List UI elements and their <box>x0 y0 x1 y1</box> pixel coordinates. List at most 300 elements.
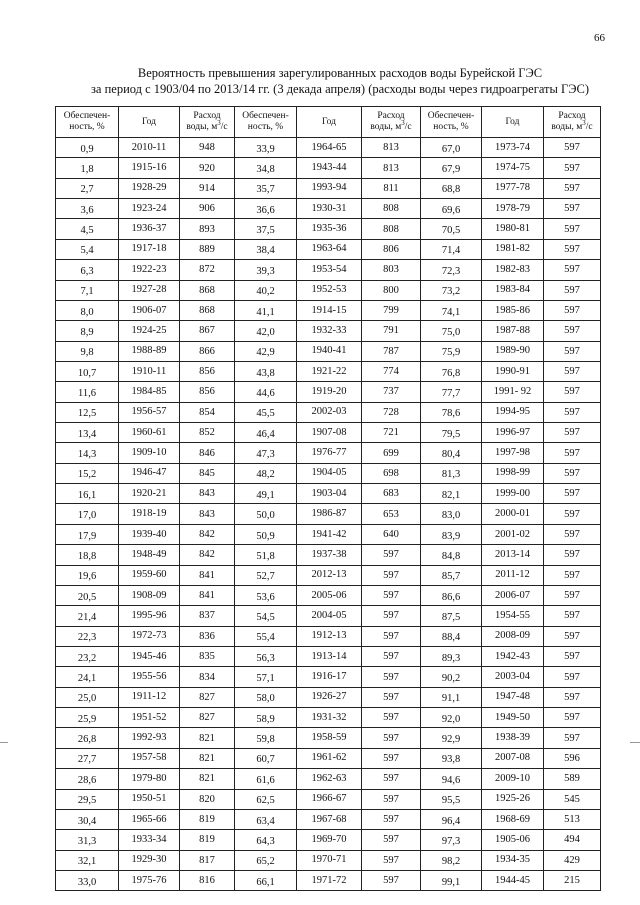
flow-cell: 836 <box>180 626 235 646</box>
flow-cell: 817 <box>180 850 235 870</box>
year-cell: 2007-08 <box>482 748 544 768</box>
year-cell: 1966-67 <box>297 789 362 809</box>
probability-cell: 42,0 <box>235 321 297 341</box>
probability-cell: 67,0 <box>421 138 482 158</box>
flow-cell: 597 <box>544 667 601 687</box>
flow-cell: 597 <box>544 402 601 422</box>
flow-probability-table <box>55 106 601 891</box>
probability-cell: 80,4 <box>421 443 482 463</box>
year-cell: 1947-48 <box>482 687 544 707</box>
year-cell: 1989-90 <box>482 341 544 361</box>
header-probability: Обеспечен- ность, % <box>235 107 297 138</box>
flow-cell: 842 <box>180 545 235 565</box>
flow-cell: 597 <box>544 585 601 605</box>
year-cell: 2009-10 <box>482 769 544 789</box>
year-cell: 1924-25 <box>119 321 180 341</box>
page-margin-mark <box>630 742 640 743</box>
flow-cell: 597 <box>544 300 601 320</box>
header-year: Год <box>119 107 180 138</box>
flow-cell: 597 <box>544 199 601 219</box>
flow-cell: 816 <box>180 870 235 890</box>
probability-cell: 19,6 <box>56 565 119 585</box>
flow-cell: 827 <box>180 687 235 707</box>
probability-cell: 45,5 <box>235 402 297 422</box>
header-year: Год <box>482 107 544 138</box>
probability-cell: 62,5 <box>235 789 297 809</box>
probability-cell: 78,6 <box>421 402 482 422</box>
probability-cell: 13,4 <box>56 423 119 443</box>
flow-cell: 834 <box>180 667 235 687</box>
table-row <box>56 423 601 443</box>
year-cell: 1919-20 <box>297 382 362 402</box>
table-row <box>56 646 601 666</box>
table-row <box>56 565 601 585</box>
year-cell: 2011-12 <box>482 565 544 585</box>
probability-cell: 48,2 <box>235 463 297 483</box>
flow-cell: 914 <box>180 178 235 198</box>
probability-cell: 44,6 <box>235 382 297 402</box>
flow-cell: 845 <box>180 463 235 483</box>
header-year: Год <box>297 107 362 138</box>
probability-cell: 41,1 <box>235 300 297 320</box>
flow-cell: 597 <box>544 504 601 524</box>
year-cell: 1960-61 <box>119 423 180 443</box>
probability-cell: 92,0 <box>421 708 482 728</box>
probability-cell: 14,3 <box>56 443 119 463</box>
flow-cell: 856 <box>180 382 235 402</box>
year-cell: 1946-47 <box>119 463 180 483</box>
flow-cell: 597 <box>362 870 421 890</box>
year-cell: 1985-86 <box>482 300 544 320</box>
probability-cell: 87,5 <box>421 606 482 626</box>
flow-cell: 597 <box>362 748 421 768</box>
table-row <box>56 728 601 748</box>
flow-cell: 787 <box>362 341 421 361</box>
flow-cell: 698 <box>362 463 421 483</box>
probability-cell: 66,1 <box>235 870 297 890</box>
flow-cell: 948 <box>180 138 235 158</box>
table-row <box>56 361 601 381</box>
flow-cell: 728 <box>362 402 421 422</box>
page-number: 66 <box>594 32 605 44</box>
probability-cell: 12,5 <box>56 402 119 422</box>
year-cell: 1997-98 <box>482 443 544 463</box>
year-cell: 1912-13 <box>297 626 362 646</box>
probability-cell: 43,8 <box>235 361 297 381</box>
year-cell: 1994-95 <box>482 402 544 422</box>
year-cell: 1907-08 <box>297 423 362 443</box>
year-cell: 1971-72 <box>297 870 362 890</box>
flow-cell: 791 <box>362 321 421 341</box>
probability-cell: 68,8 <box>421 178 482 198</box>
table-row <box>56 870 601 890</box>
probability-cell: 90,2 <box>421 667 482 687</box>
flow-cell: 597 <box>544 484 601 504</box>
year-cell: 1976-77 <box>297 443 362 463</box>
probability-cell: 97,3 <box>421 830 482 850</box>
probability-cell: 63,4 <box>235 809 297 829</box>
year-cell: 1972-73 <box>119 626 180 646</box>
flow-cell: 811 <box>362 178 421 198</box>
flow-cell: 597 <box>362 585 421 605</box>
probability-cell: 29,5 <box>56 789 119 809</box>
flow-cell: 597 <box>544 138 601 158</box>
flow-cell: 597 <box>544 280 601 300</box>
year-cell: 1980-81 <box>482 219 544 239</box>
year-cell: 1982-83 <box>482 260 544 280</box>
flow-cell: 597 <box>544 443 601 463</box>
flow-cell: 597 <box>544 321 601 341</box>
probability-cell: 76,8 <box>421 361 482 381</box>
flow-cell: 597 <box>544 341 601 361</box>
flow-cell: 819 <box>180 809 235 829</box>
flow-cell: 808 <box>362 199 421 219</box>
flow-cell: 827 <box>180 708 235 728</box>
flow-cell: 866 <box>180 341 235 361</box>
probability-cell: 6,3 <box>56 260 119 280</box>
header-probability: Обеспечен- ность, % <box>56 107 119 138</box>
flow-cell: 683 <box>362 484 421 504</box>
table-row <box>56 708 601 728</box>
probability-cell: 18,8 <box>56 545 119 565</box>
probability-cell: 56,3 <box>235 646 297 666</box>
year-cell: 1929-30 <box>119 850 180 870</box>
flow-cell: 813 <box>362 138 421 158</box>
flow-cell: 835 <box>180 646 235 666</box>
table-row <box>56 280 601 300</box>
year-cell: 1930-31 <box>297 199 362 219</box>
year-cell: 1925-26 <box>482 789 544 809</box>
year-cell: 1988-89 <box>119 341 180 361</box>
year-cell: 1983-84 <box>482 280 544 300</box>
flow-cell: 597 <box>362 606 421 626</box>
table-row <box>56 687 601 707</box>
table-row <box>56 606 601 626</box>
probability-cell: 8,0 <box>56 300 119 320</box>
probability-cell: 21,4 <box>56 606 119 626</box>
probability-cell: 70,5 <box>421 219 482 239</box>
flow-cell: 856 <box>180 361 235 381</box>
year-cell: 1935-36 <box>297 219 362 239</box>
probability-cell: 32,1 <box>56 850 119 870</box>
year-cell: 1965-66 <box>119 809 180 829</box>
flow-cell: 597 <box>544 463 601 483</box>
document-title-line2: за период с 1903/04 по 2013/14 гг. (3 декада апреля) (расходы воды через гидроагрегаты ГЭС) <box>90 82 590 96</box>
year-cell: 1928-29 <box>119 178 180 198</box>
probability-cell: 34,8 <box>235 158 297 178</box>
flow-cell: 597 <box>544 606 601 626</box>
flow-cell: 429 <box>544 850 601 870</box>
table-row <box>56 748 601 768</box>
year-cell: 1905-06 <box>482 830 544 850</box>
document-title-line1: Вероятность превышения зарегулированных расходов воды Бурейской ГЭС <box>137 66 543 80</box>
probability-cell: 50,0 <box>235 504 297 524</box>
flow-cell: 906 <box>180 199 235 219</box>
year-cell: 1913-14 <box>297 646 362 666</box>
probability-cell: 7,1 <box>56 280 119 300</box>
table-row <box>56 199 601 219</box>
flow-cell: 813 <box>362 158 421 178</box>
table-row <box>56 830 601 850</box>
year-cell: 1942-43 <box>482 646 544 666</box>
flow-cell: 597 <box>544 646 601 666</box>
table-row <box>56 341 601 361</box>
probability-cell: 98,2 <box>421 850 482 870</box>
table-row <box>56 667 601 687</box>
flow-cell: 597 <box>362 830 421 850</box>
table-header-row <box>56 107 601 138</box>
year-cell: 1904-05 <box>297 463 362 483</box>
probability-cell: 20,5 <box>56 585 119 605</box>
table-row <box>56 626 601 646</box>
year-cell: 1943-44 <box>297 158 362 178</box>
probability-cell: 33,9 <box>235 138 297 158</box>
probability-cell: 93,8 <box>421 748 482 768</box>
probability-cell: 99,1 <box>421 870 482 890</box>
year-cell: 1992-93 <box>119 728 180 748</box>
year-cell: 1996-97 <box>482 423 544 443</box>
flow-cell: 597 <box>544 239 601 259</box>
flow-cell: 597 <box>544 423 601 443</box>
year-cell: 1953-54 <box>297 260 362 280</box>
flow-cell: 699 <box>362 443 421 463</box>
flow-cell: 597 <box>362 708 421 728</box>
table-row <box>56 769 601 789</box>
year-cell: 1964-65 <box>297 138 362 158</box>
probability-cell: 4,5 <box>56 219 119 239</box>
probability-cell: 73,2 <box>421 280 482 300</box>
flow-cell: 774 <box>362 361 421 381</box>
flow-cell: 800 <box>362 280 421 300</box>
probability-cell: 47,3 <box>235 443 297 463</box>
flow-cell: 867 <box>180 321 235 341</box>
year-cell: 1995-96 <box>119 606 180 626</box>
header-flow: Расход воды, $м^3/с$ <box>180 107 235 138</box>
flow-cell: 640 <box>362 524 421 544</box>
flow-cell: 841 <box>180 565 235 585</box>
flow-cell: 889 <box>180 239 235 259</box>
flow-cell: 737 <box>362 382 421 402</box>
flow-cell: 799 <box>362 300 421 320</box>
probability-cell: 50,9 <box>235 524 297 544</box>
flow-cell: 597 <box>362 809 421 829</box>
probability-cell: 23,2 <box>56 646 119 666</box>
year-cell: 1979-80 <box>119 769 180 789</box>
year-cell: 1949-50 <box>482 708 544 728</box>
year-cell: 1933-34 <box>119 830 180 850</box>
probability-cell: 28,6 <box>56 769 119 789</box>
year-cell: 2001-02 <box>482 524 544 544</box>
year-cell: 1909-10 <box>119 443 180 463</box>
flow-cell: 920 <box>180 158 235 178</box>
flow-cell: 597 <box>362 646 421 666</box>
table-row <box>56 219 601 239</box>
flow-cell: 597 <box>544 687 601 707</box>
year-cell: 1962-63 <box>297 769 362 789</box>
year-cell: 1986-87 <box>297 504 362 524</box>
flow-cell: 806 <box>362 239 421 259</box>
table-row <box>56 321 601 341</box>
flow-cell: 820 <box>180 789 235 809</box>
probability-cell: 38,4 <box>235 239 297 259</box>
year-cell: 1903-04 <box>297 484 362 504</box>
flow-cell: 597 <box>544 260 601 280</box>
year-cell: 1969-70 <box>297 830 362 850</box>
table-row <box>56 484 601 504</box>
probability-cell: 22,3 <box>56 626 119 646</box>
flow-cell: 597 <box>544 728 601 748</box>
probability-cell: 65,2 <box>235 850 297 870</box>
flow-cell: 821 <box>180 769 235 789</box>
flow-cell: 597 <box>544 158 601 178</box>
year-cell: 1952-53 <box>297 280 362 300</box>
flow-cell: 597 <box>544 565 601 585</box>
probability-cell: 39,3 <box>235 260 297 280</box>
flow-cell: 843 <box>180 504 235 524</box>
flow-cell: 597 <box>362 728 421 748</box>
year-cell: 1998-99 <box>482 463 544 483</box>
probability-cell: 92,9 <box>421 728 482 748</box>
year-cell: 2012-13 <box>297 565 362 585</box>
flow-cell: 597 <box>362 769 421 789</box>
probability-cell: 40,2 <box>235 280 297 300</box>
year-cell: 1941-42 <box>297 524 362 544</box>
year-cell: 1948-49 <box>119 545 180 565</box>
probability-cell: 53,6 <box>235 585 297 605</box>
year-cell: 1936-37 <box>119 219 180 239</box>
flow-cell: 842 <box>180 524 235 544</box>
year-cell: 1927-28 <box>119 280 180 300</box>
table-row <box>56 158 601 178</box>
flow-cell: 494 <box>544 830 601 850</box>
year-cell: 1939-40 <box>119 524 180 544</box>
probability-cell: 91,1 <box>421 687 482 707</box>
year-cell: 1954-55 <box>482 606 544 626</box>
year-cell: 1910-11 <box>119 361 180 381</box>
year-cell: 1926-27 <box>297 687 362 707</box>
year-cell: 1934-35 <box>482 850 544 870</box>
flow-cell: 837 <box>180 606 235 626</box>
year-cell: 1970-71 <box>297 850 362 870</box>
flow-cell: 597 <box>544 178 601 198</box>
probability-cell: 24,1 <box>56 667 119 687</box>
probability-cell: 26,8 <box>56 728 119 748</box>
table-row <box>56 524 601 544</box>
year-cell: 1981-82 <box>482 239 544 259</box>
probability-cell: 10,7 <box>56 361 119 381</box>
year-cell: 1993-94 <box>297 178 362 198</box>
year-cell: 2005-06 <box>297 585 362 605</box>
probability-cell: 75,9 <box>421 341 482 361</box>
year-cell: 1908-09 <box>119 585 180 605</box>
flow-cell: 513 <box>544 809 601 829</box>
probability-cell: 3,6 <box>56 199 119 219</box>
year-cell: 1931-32 <box>297 708 362 728</box>
probability-cell: 60,7 <box>235 748 297 768</box>
table-body <box>56 138 601 891</box>
year-cell: 1921-22 <box>297 361 362 381</box>
probability-cell: 51,8 <box>235 545 297 565</box>
probability-cell: 96,4 <box>421 809 482 829</box>
table-row <box>56 239 601 259</box>
probability-cell: 16,1 <box>56 484 119 504</box>
year-cell: 1977-78 <box>482 178 544 198</box>
year-cell: 2006-07 <box>482 585 544 605</box>
year-cell: 1968-69 <box>482 809 544 829</box>
flow-cell: 893 <box>180 219 235 239</box>
flow-cell: 596 <box>544 748 601 768</box>
flow-cell: 721 <box>362 423 421 443</box>
flow-cell: 868 <box>180 280 235 300</box>
flow-cell: 597 <box>544 626 601 646</box>
year-cell: 1938-39 <box>482 728 544 748</box>
table-row <box>56 504 601 524</box>
probability-cell: 54,5 <box>235 606 297 626</box>
probability-cell: 27,7 <box>56 748 119 768</box>
flow-cell: 597 <box>544 361 601 381</box>
year-cell: 1906-07 <box>119 300 180 320</box>
probability-cell: 67,9 <box>421 158 482 178</box>
year-cell: 1956-57 <box>119 402 180 422</box>
probability-cell: 71,4 <box>421 239 482 259</box>
year-cell: 2013-14 <box>482 545 544 565</box>
year-cell: 1932-33 <box>297 321 362 341</box>
year-cell: 1990-91 <box>482 361 544 381</box>
probability-cell: 33,0 <box>56 870 119 890</box>
year-cell: 1916-17 <box>297 667 362 687</box>
probability-cell: 42,9 <box>235 341 297 361</box>
probability-cell: 86,6 <box>421 585 482 605</box>
flow-cell: 846 <box>180 443 235 463</box>
probability-cell: 59,8 <box>235 728 297 748</box>
flow-cell: 597 <box>362 545 421 565</box>
probability-cell: 9,8 <box>56 341 119 361</box>
flow-cell: 597 <box>544 708 601 728</box>
year-cell: 1957-58 <box>119 748 180 768</box>
year-cell: 1922-23 <box>119 260 180 280</box>
table-row <box>56 402 601 422</box>
year-cell: 1961-62 <box>297 748 362 768</box>
probability-cell: 15,2 <box>56 463 119 483</box>
table-row <box>56 850 601 870</box>
flow-cell: 852 <box>180 423 235 443</box>
flow-cell: 589 <box>544 769 601 789</box>
probability-cell: 74,1 <box>421 300 482 320</box>
probability-cell: 49,1 <box>235 484 297 504</box>
year-cell: 1973-74 <box>482 138 544 158</box>
table-row <box>56 260 601 280</box>
year-cell: 2010-11 <box>119 138 180 158</box>
year-cell: 1937-38 <box>297 545 362 565</box>
year-cell: 1951-52 <box>119 708 180 728</box>
year-cell: 1959-60 <box>119 565 180 585</box>
year-cell: 1920-21 <box>119 484 180 504</box>
year-cell: 1944-45 <box>482 870 544 890</box>
table-row <box>56 300 601 320</box>
year-cell: 1978-79 <box>482 199 544 219</box>
probability-cell: 77,7 <box>421 382 482 402</box>
year-cell: 1955-56 <box>119 667 180 687</box>
probability-cell: 25,0 <box>56 687 119 707</box>
flow-cell: 821 <box>180 748 235 768</box>
year-cell: 1911-12 <box>119 687 180 707</box>
year-cell: 1940-41 <box>297 341 362 361</box>
probability-cell: 5,4 <box>56 239 119 259</box>
year-cell: 1918-19 <box>119 504 180 524</box>
flow-cell: 545 <box>544 789 601 809</box>
probability-cell: 36,6 <box>235 199 297 219</box>
table-row <box>56 585 601 605</box>
